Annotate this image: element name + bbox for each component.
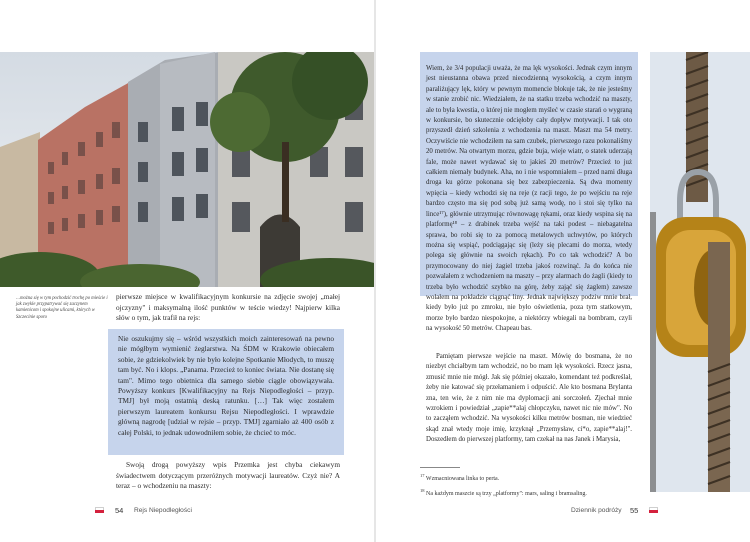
quote-text: Nie oszukujmy się – wśród wszystkich moich zainteresowań na pewno nie mógłbym wymienić żeglarstwa. Na ŚDM w Krakowie obiecałem sobie, że gdziekolwiek by nie było kolejne Spotkanie Młodych, to muszę tam być. No i klops. „Panama. Przecież to koniec świata. Nie dostanę się tam". Mimo tego obietnica dla samego siebie ciągle obowiązywała. Powyższy konkurs [Kwalifikacyjny na Rejs Niepodległości – przyp. TMJ] był moją ostatnią deską ratunku. […] Tak więc zostałem pierwszym laureatem konkursu Rejsu Niepodległości. I wprawdzie główną nagrodę [udział w rejsie – przyp. TMJ] zgarniało aż 400 osób z całej Polski, to jednak udowodniłem sobie, że chcieć to móc. <box>118 334 334 437</box>
buildings-photo <box>0 52 374 287</box>
footnote-number: 17 <box>420 473 425 478</box>
quote-box <box>108 329 344 455</box>
body-text: pierwsze miejsce w kwalifikacyjnym konkursie na zdjęcie swojej „małej ojczyzny" i maksymalną ilość punktów w teście wiedzy! Najpierw kilka słów o tym, jak trafił na rejs: <box>116 292 340 323</box>
footer-title: Rejs Niepodległości <box>134 507 192 514</box>
rigging-photo <box>650 52 750 492</box>
body-text: Pamiętam pierwsze wejście na maszt. Mówię do bosmana, że no niezbyt chciałbym tam wchodzić, no bo mam lęk wysokości. Rzecz jasna, zmusić mnie nie mógł. Jak się później okazało, komendant też podkreślał, żeby nie katować się przełamaniem i odpuścić. Ale kto bosmana Brylanta zna, ten wie, że z nim nie ma dyplomacji ani sorczołeń. Zjechał mnie wzrokiem i powiedział „zapie**alaj chłopczyku, nawet nic nie mów". No to zacząłem wchodzić. Na wysokości kilku metrów bosman, nie wiedzieć skąd znał wtedy moje imię, krzyknął „Przemysław, ci*o, zapie**alaj!". Doszedłem do pierwszej platformy, tam czekał na nas Janek i Marysia, <box>426 353 632 444</box>
page-number: 55 <box>630 506 639 515</box>
body-paragraph-outro <box>116 460 340 492</box>
rigging-photo-image <box>650 52 750 492</box>
body-paragraph-intro <box>116 292 340 324</box>
quote-box <box>420 52 638 333</box>
footnote-text: Na każdym maszcie są trzy „platformy": mars, saling i bramsaling. <box>426 491 587 497</box>
footnotes <box>420 470 638 500</box>
body-text: Swoją drogą powyższy wpis Przemka jest chyba ciekawym świadectwem dotyczącym przeróżnych motywacji laureatów. Czyż nie? A teraz – o wchodzeniu na maszty: <box>116 460 340 491</box>
footer-title: Dziennik podróży <box>571 507 622 514</box>
footnote <box>420 470 638 485</box>
buildings-photo-image <box>0 52 374 287</box>
footnote <box>420 485 638 500</box>
page-gutter <box>374 0 376 542</box>
page-number: 54 <box>115 506 124 515</box>
footnote-number: 18 <box>420 488 425 493</box>
polish-flag-icon <box>95 507 104 513</box>
body-paragraph <box>426 352 632 446</box>
footnote-text: Wzmacniowana linka to perta. <box>425 476 500 482</box>
left-page <box>0 0 374 542</box>
polish-flag-icon <box>649 507 658 513</box>
quote-text: Wiem, że 3/4 populacji uważa, że ma lęk wysokości. Jednak czym innym jest nieustanna obawa przed niecodzienną wysokością, a czym innym paraliżujący lęk, który w pewnym momencie blokuje tak, że nie jesteśmy w stanie zrobić nic. Wiedziałem, że na statku trzeba wchodzić na maszty, ale to była kwestia, o której nie mogłem myśleć w czasie starań o wygraną w konkursie, bo skutecznie odcięłoby cały dopływ motywacji. I tak oto przyszedł dzień szkolenia z wchodzenia na maszt. Maszt ma 54 metry. Oczywiście nie wchodziłem na sam czubek, pierwszego razu pokonaliśmy 20 metrów. Na otwartym morzu, gdzie buja, wieje wiatr, o statek uderzają fale, może nawet wydawać się to jakieś 20 metrów? Przecież to już całkiem niemały budynek. Aha, no i nie wspomniałem – przed nami długa droga ku górze pokonana się bez zabezpieczenia. Są dwa momenty wpięcia – kiedy wchodzi się na reje (z racji tego, że po wejściu na reje bardzo często ma się pod sobą już samą wodę, no i stoi się tylko na lince¹⁷), głównie utrzymując równowagę rękami, oraz kiedy wspina się na platformę¹⁸ – z drabinek trzeba wejść na taki podest – niebagatelna sprawa, bo robi się to za pomocą metalowych uchwytów, po których można się wspiąć, podciągając się (leży się plecami do morza, wtedy polega się głównie na swoich rękach). Po co tak wchodzić? A bo przymocowany do niej żagiel trzeba jakoś rozwinąć. Ja do końca nie pozwalałem z wchodzeniem na maszty – przy alarmach do żagli (kiedy to trzeba było wchodzić szybko na górę, żeby zająć się żaglem) zawsze wolałem na pokładzie ciągnąć liny. Jednak największy podziw mnie brał, kiedy było już po zmroku, nie było oświetlenia, poza tym statkowym, morze było bardzo niespokojne, a niektórzy wbiegali na bombram, czyli na wysokość 50 metrów. Chapeau bas. <box>426 65 632 333</box>
photo-caption: …można się w tym pochodzić trochę po mieście i jak zwykle przypatrywać się zaczynem kamienicom i spokojne ulicami, których w Szczecinie sporo <box>16 296 108 320</box>
footnote-divider <box>420 467 460 468</box>
